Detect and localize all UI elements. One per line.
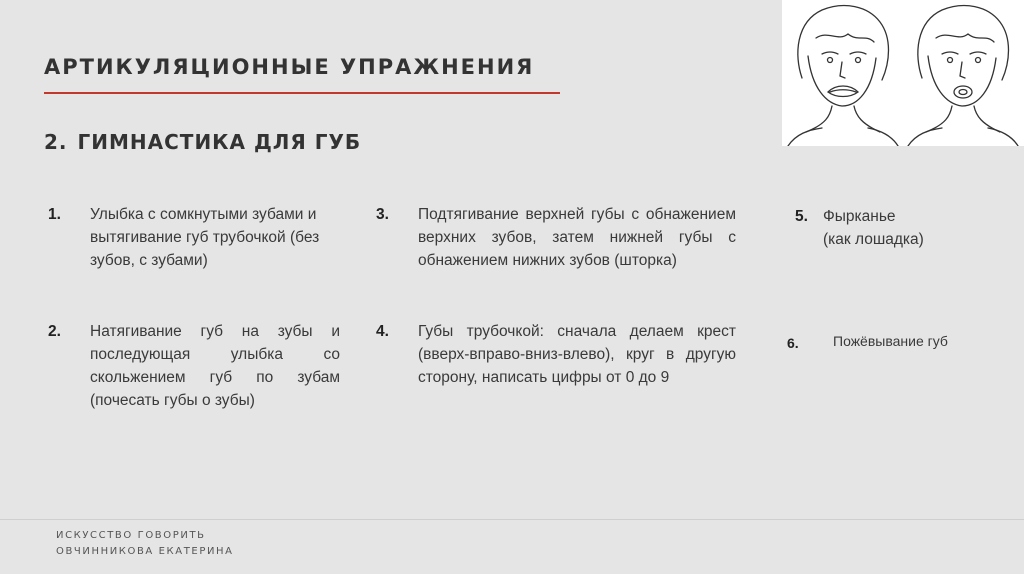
list-item	[48, 203, 340, 275]
slide-title: АРТИКУЛЯЦИОННЫЕ УПРАЖНЕНИЯ	[44, 55, 535, 79]
footer-author: ОВЧИННИКОВА ЕКАТЕРИНА	[56, 546, 234, 557]
title-underline	[44, 92, 560, 94]
item-text	[823, 205, 995, 251]
footer-course: ИСКУССТВО ГОВОРИТЬ	[56, 530, 206, 541]
footer-divider	[0, 519, 1024, 520]
item-number: 3.	[376, 206, 389, 223]
faces-icon	[782, 0, 1024, 146]
faces-illustration	[782, 0, 1024, 146]
list-item	[795, 205, 995, 255]
item-text-line: (как лошадка)	[823, 231, 924, 248]
item-number: 4.	[376, 323, 389, 340]
item-text: Пожёвывание губ	[833, 333, 948, 349]
item-number: 6.	[787, 335, 799, 351]
list-item	[376, 203, 738, 298]
item-number: 5.	[795, 208, 808, 225]
section-heading	[44, 130, 361, 154]
item-text: Подтягивание верхней губы с обнажением верхних зубов, затем нижней губы с обнажением нижних зубов (шторка)	[418, 206, 736, 269]
item-text: Натягивание губ на зубы и последующая улыбка со скольжением губ по зубам (почесать губы о зубы)	[90, 323, 340, 409]
item-text: Улыбка с сомкнутыми зубами и вытягивание губ трубочкой (без зубов, с зубами)	[90, 206, 320, 269]
list-item	[376, 320, 738, 415]
item-text: Губы трубочкой: сначала делаем крест (вверх-вправо-вниз-влево), круг в другую сторону, написать цифры от 0 до 9	[418, 323, 736, 386]
item-number: 2.	[48, 323, 61, 340]
item-number: 1.	[48, 206, 61, 223]
list-item	[787, 330, 1007, 356]
list-item	[48, 320, 340, 415]
section-number: 2.	[44, 130, 68, 154]
item-text-line: Фырканье	[823, 208, 896, 225]
section-title: ГИМНАСТИКА ДЛЯ ГУБ	[77, 130, 362, 154]
